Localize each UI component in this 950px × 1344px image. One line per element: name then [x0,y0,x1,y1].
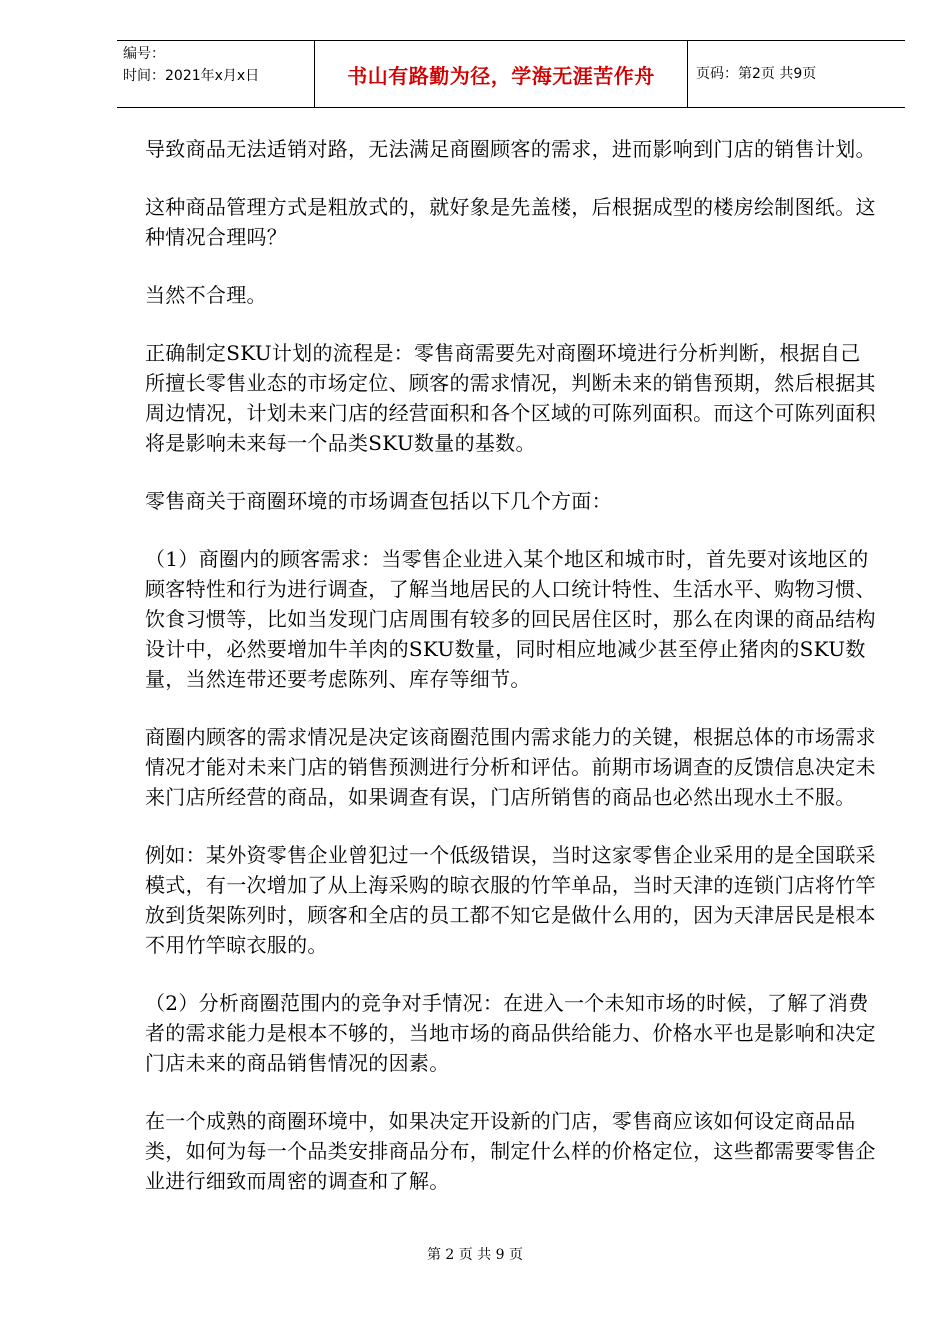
header-page-info: 页码：第2页 共9页 [696,66,817,82]
page-footer [0,1244,950,1264]
paragraph: 这种商品管理方式是粗放式的，就好象是先盖楼，后根据成型的楼房绘制图纸。这种情况合理吗？ [145,195,876,249]
paragraph: （2）分析商圈范围内的竞争对手情况：在进入一个未知市场的时候，了解了消费者的需求能力是根本不够的，当地市场的商品供给能力、价格水平也是影响和决定门店未来的商品销售情况的因素。 [145,991,876,1075]
paragraph: （1）商圈内的顾客需求：当零售企业进入某个地区和城市时，首先要对该地区的顾客特性和行为进行调查，了解当地居民的人口统计特性、生活水平、购物习惯、饮食习惯等，比如当发现门店周围有较多的回民居住区时，那么在肉课的商品结构设计中，必然要增加牛羊肉的SKU数量，同时相应地减少甚至停止猪肉的SKU数量，当然连带还要考虑陈列、库存等细节。 [145,547,876,691]
document-number-label: 编号： [123,46,165,62]
footer-page-number: 第 2 页 共 9 页 [426,1247,524,1263]
header-meta-cell [117,41,315,107]
header-page-cell [688,41,905,107]
header-motto-cell [315,41,688,107]
header-motto: 书山有路勤为径，学海无涯苦作舟 [347,63,655,88]
paragraph: 商圈内顾客的需求情况是决定该商圈范围内需求能力的关键，根据总体的市场需求情况才能对未来门店的销售预测进行分析和评估。前期市场调查的反馈信息决定未来门店所经营的商品，如果调查有误，门店所销售的商品也必然出现水土不服。 [145,725,876,809]
document-body [145,134,877,1224]
paragraph: 例如：某外资零售企业曾犯过一个低级错误，当时这家零售企业采用的是全国联采模式，有一次增加了从上海采购的晾衣服的竹竿单品，当时天津的连锁门店将竹竿放到货架陈列时，顾客和全店的员工都不知它是做什么用的，因为天津居民是根本不用竹竿晾衣服的。 [145,843,876,957]
paragraph: 在一个成熟的商圈环境中，如果决定开设新的门店，零售商应该如何设定商品品类，如何为每一个品类安排商品分布，制定什么样的价格定位，这些都需要零售企业进行细致而周密的调查和了解。 [145,1109,876,1193]
paragraph: 导致商品无法适销对路，无法满足商圈顾客的需求，进而影响到门店的销售计划。 [145,137,876,161]
document-time-label: 时间：2021年x月x日 [123,68,260,84]
paragraph: 当然不合理。 [145,283,267,307]
page-header [117,40,905,108]
paragraph: 零售商关于商圈环境的市场调查包括以下几个方面： [145,489,612,513]
paragraph: 正确制定SKU计划的流程是：零售商需要先对商圈环境进行分析判断，根据自己所擅长零售业态的市场定位、顾客的需求情况，判断未来的销售预期，然后根据其周边情况，计划未来门店的经营面积和各个区域的可陈列面积。而这个可陈列面积将是影响未来每一个品类SKU数量的基数。 [145,341,876,455]
